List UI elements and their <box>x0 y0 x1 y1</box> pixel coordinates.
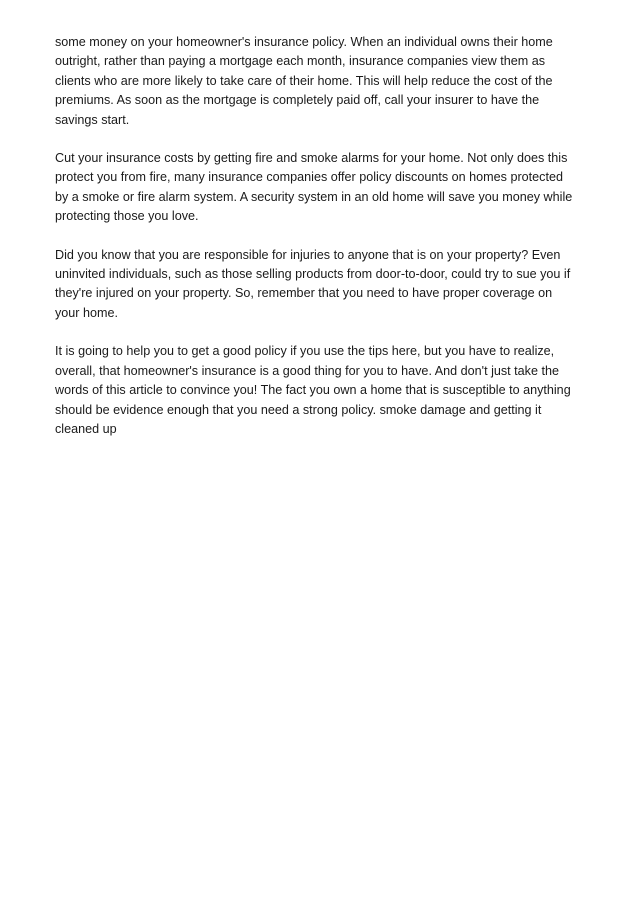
text-line: protecting those you love. <box>55 209 199 224</box>
text-line: words of this article to convince you! The fact you own a home that is susceptible to anything <box>55 383 571 398</box>
paragraph-liability <box>55 246 585 324</box>
text-line: they're injured on your property. So, remember that you need to have proper coverage on <box>55 286 553 301</box>
text-line: cleaned up <box>55 421 117 436</box>
text-line: outright, rather than paying a mortgage each month, insurance companies view them as <box>55 54 546 69</box>
text-line: overall, that homeowner's insurance is a good thing for you to have. And don't just take the <box>55 363 559 378</box>
text-line: Cut your insurance costs by getting fire and smoke alarms for your home. Not only does this <box>55 151 568 166</box>
document-body <box>55 33 585 458</box>
paragraph-conclusion <box>55 342 585 439</box>
text-line: your home. <box>55 305 118 320</box>
text-line: clients who are more likely to take care of their home. This will help reduce the cost of the <box>55 73 553 88</box>
paragraph-smoke-alarms <box>55 149 585 227</box>
paragraph-homeowner-mortgage <box>55 33 585 130</box>
text-line: by a smoke or fire alarm system. A security system in an old home will save you money while <box>55 189 573 204</box>
text-line: protect you from fire, many insurance companies offer policy discounts on homes protected <box>55 170 563 185</box>
text-line: savings start. <box>55 112 130 127</box>
text-line: premiums. As soon as the mortgage is completely paid off, call your insurer to have the <box>55 93 540 108</box>
text-line: uninvited individuals, such as those selling products from door-to-door, could try to sue you if <box>55 267 571 282</box>
text-line: It is going to help you to get a good policy if you use the tips here, but you have to realize, <box>55 344 555 359</box>
text-line: should be evidence enough that you need a strong policy. smoke damage and getting it <box>55 402 542 417</box>
text-line: some money on your homeowner's insurance policy. When an individual owns their home <box>55 35 553 49</box>
text-line: Did you know that you are responsible for injuries to anyone that is on your property? Even <box>55 247 561 262</box>
